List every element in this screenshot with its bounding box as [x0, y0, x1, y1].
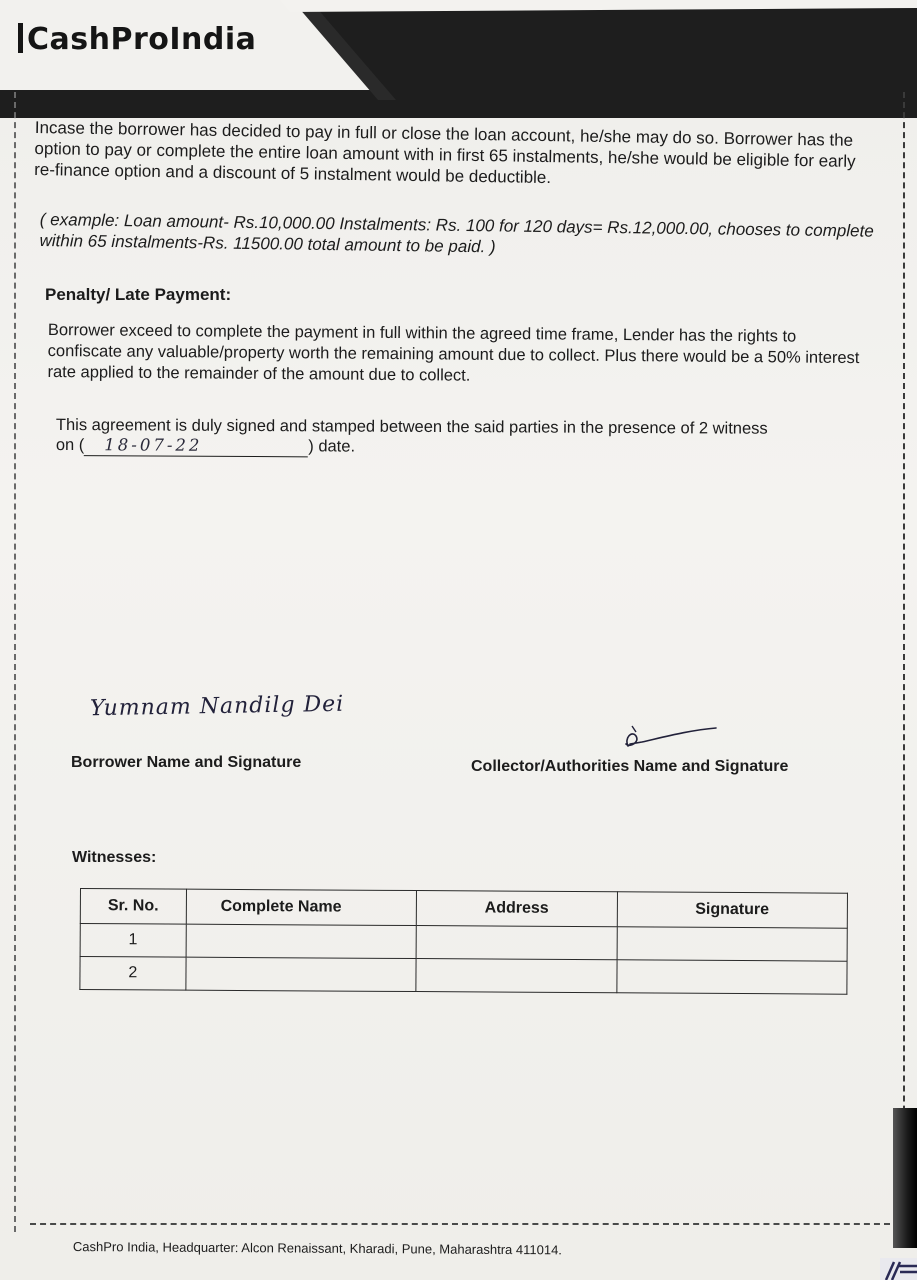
witness-sr-no: 1: [80, 924, 186, 958]
agreement-text: This agreement is duly signed and stamped between the said parties in the presence of 2 witness: [55, 416, 768, 438]
paragraph-example: ( example: Loan amount- Rs.10,000.00 Instalments: Rs. 100 for 120 days= Rs.12,000.00, chooses to complete within 65 instalments-Rs. 11500.00 total amount to be paid. ): [39, 209, 874, 257]
collector-signature-mark: [620, 718, 720, 758]
agreement-on-prefix: on (: [55, 435, 85, 455]
logo-text: CashProIndia: [27, 22, 257, 57]
perforation-left: [14, 92, 16, 1232]
column-sr-no: Sr. No.: [80, 889, 186, 925]
corner-stripes-icon: [880, 1258, 917, 1280]
paragraph-full-payment: Incase the borrower has decided to pay in full or close the loan account, he/she may do so. Borrower has the option to pay or complete the entire loan amount with in first 65 instalments, he/she would be eligible for early re-finance option and a discount of 5 instalment would be deductible.: [34, 117, 856, 188]
penalty-heading: Penalty/ Late Payment:: [45, 285, 232, 304]
paragraph-penalty: Borrower exceed to complete the payment in full within the agreed time frame, Lender has the rights to confiscate any valuable/property worth the remaining amount due to collect. Plus there would be a 50% interest rate applied to the remainder of the amount due to collect.: [47, 320, 860, 385]
witnesses-label: Witnesses:: [72, 849, 157, 866]
witness-name-cell[interactable]: [186, 957, 417, 991]
witness-signature-cell[interactable]: [616, 960, 847, 994]
binder-spine: [893, 1108, 917, 1248]
company-logo: [18, 22, 256, 57]
perforation-bottom: [30, 1223, 890, 1225]
table-row: [80, 924, 847, 962]
table-row: [80, 957, 847, 995]
witness-signature-cell[interactable]: [617, 927, 848, 961]
witness-address-cell[interactable]: [416, 926, 617, 960]
column-complete-name: Complete Name: [186, 889, 417, 925]
agreement-date-field[interactable]: 18-07-22: [84, 435, 308, 457]
borrower-signature: Yumnam Nandilg Dei: [89, 691, 345, 722]
footer-address: CashPro India, Headquarter: Alcon Renaissant, Kharadi, Pune, Maharashtra 411014.: [72, 1239, 563, 1258]
witness-name-cell[interactable]: [186, 924, 417, 958]
witness-table-header: [80, 889, 847, 929]
agreement-statement: [56, 415, 886, 460]
borrower-signature-label: Borrower Name and Signature: [71, 754, 302, 771]
column-signature: Signature: [617, 892, 848, 928]
witness-sr-no: 2: [80, 957, 186, 991]
perforation-right: [903, 92, 905, 1232]
witness-table: [79, 888, 848, 995]
column-address: Address: [416, 891, 617, 927]
logo-bar-icon: [18, 23, 23, 53]
collector-signature-label: Collector/Authorities Name and Signature: [471, 758, 789, 775]
witness-address-cell[interactable]: [416, 959, 617, 993]
agreement-date-suffix: ) date.: [308, 437, 356, 456]
